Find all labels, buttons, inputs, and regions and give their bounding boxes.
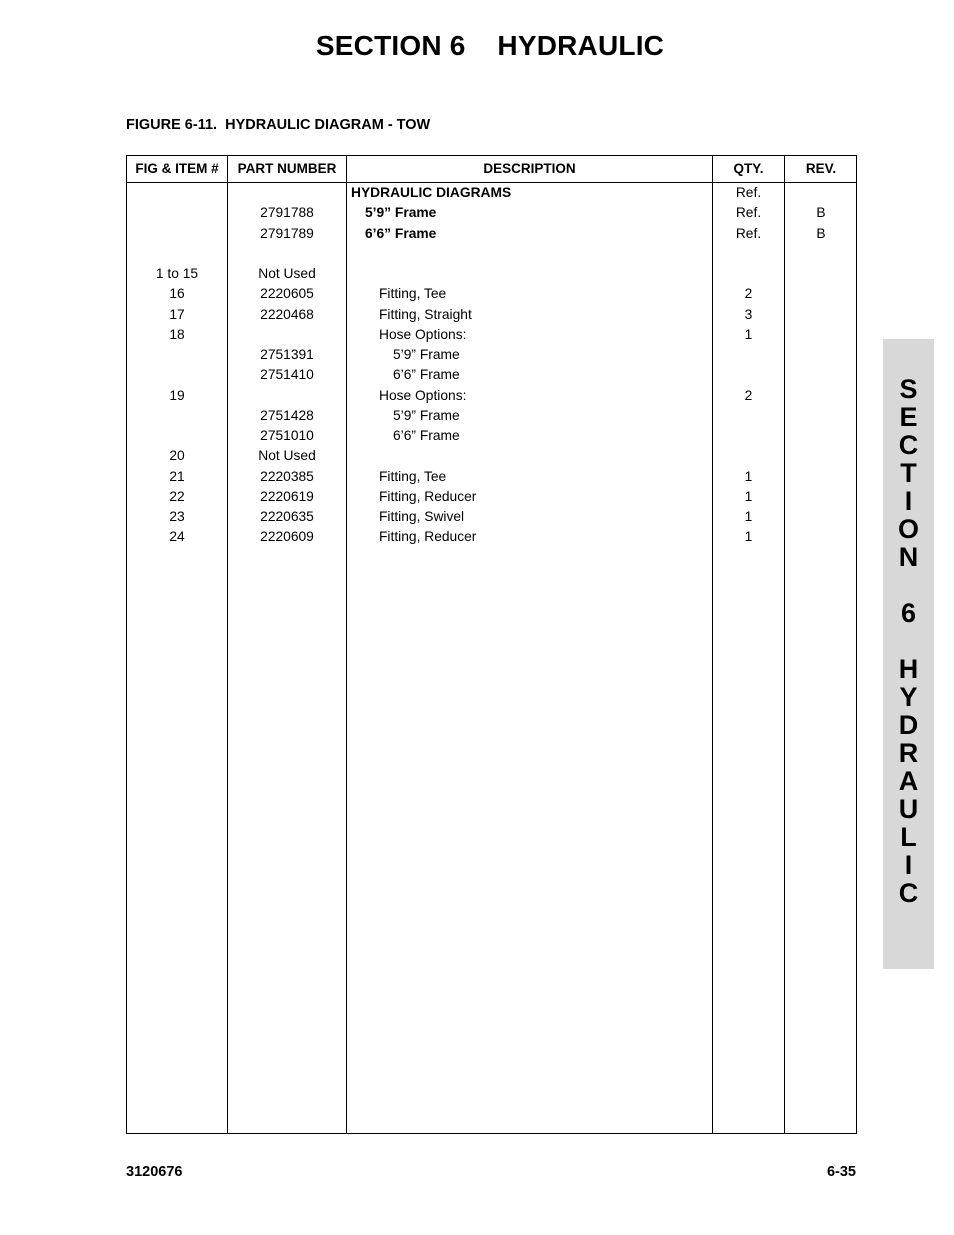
part-number-cell: 2751391 — [260, 347, 314, 362]
side-tab-letter — [883, 627, 934, 655]
part-number-cell: 2791789 — [260, 225, 314, 241]
part-number-cell: 2220619 — [260, 488, 314, 504]
qty-cell: 1 — [744, 509, 753, 524]
part-number-cell: 2220605 — [260, 286, 314, 302]
side-tab-letter: U — [898, 794, 919, 824]
table-row — [127, 365, 856, 385]
figure-title: FIGURE 6-11. HYDRAULIC DIAGRAM - TOW — [126, 117, 431, 133]
qty-cell: 2 — [744, 286, 753, 302]
part-number-cell: 2791788 — [260, 205, 314, 221]
description-cell: Fitting, Tee — [379, 468, 447, 484]
side-tab-letter — [883, 571, 934, 599]
table-row — [127, 406, 856, 426]
part-number-cell: 2751428 — [260, 407, 314, 423]
side-tab-letter: H — [898, 654, 919, 684]
part-number-cell: 2220609 — [260, 529, 314, 545]
description-cell: 5’9” Frame — [393, 347, 460, 362]
table-row — [127, 325, 856, 345]
part-number-cell: Not Used — [258, 448, 316, 464]
table-row — [127, 426, 856, 446]
table-row — [127, 345, 856, 365]
side-tab-letter: C — [898, 878, 919, 908]
fig-item-cell: 16 — [169, 286, 185, 302]
table-row — [127, 305, 856, 325]
table-row — [127, 386, 856, 406]
qty-cell: Ref. — [735, 225, 762, 241]
table-row — [127, 467, 856, 487]
table-row — [127, 527, 856, 547]
description-cell: Hose Options: — [379, 387, 467, 403]
side-tab-letter: N — [898, 542, 919, 572]
part-number-cell: 2220385 — [260, 468, 314, 484]
description-cell: Fitting, Reducer — [379, 529, 477, 545]
column-header-part-number: PART NUMBER — [237, 161, 337, 176]
qty-cell: 1 — [744, 468, 753, 484]
side-tab-letter: 6 — [900, 598, 917, 628]
fig-item-cell: 24 — [169, 529, 185, 545]
qty-cell: 1 — [744, 529, 753, 545]
side-tab-letter: T — [900, 458, 917, 488]
description-cell: Hose Options: — [379, 326, 467, 342]
fig-item-cell: 19 — [169, 387, 185, 403]
fig-item-cell: 1 to 15 — [155, 266, 199, 281]
side-tab-letter: S — [899, 374, 918, 404]
description-cell: 6’6” Frame — [393, 367, 460, 383]
part-number-cell: 2220468 — [260, 306, 314, 322]
table-row — [127, 203, 856, 223]
column-header-rev: REV. — [805, 161, 837, 176]
fig-item-cell: 23 — [169, 509, 185, 524]
table-row — [127, 507, 856, 527]
table-row — [127, 244, 856, 264]
table-body — [127, 183, 856, 548]
footer-doc-number: 3120676 — [126, 1164, 183, 1180]
qty-cell: 2 — [744, 387, 753, 403]
part-number-cell: 2220635 — [260, 509, 314, 524]
fig-item-cell: 22 — [169, 488, 185, 504]
description-cell: 6’6” Frame — [393, 428, 460, 443]
description-cell: Fitting, Swivel — [379, 509, 465, 524]
table-row — [127, 224, 856, 244]
side-tab-letter: E — [899, 402, 918, 432]
column-header-fig-item: FIG & ITEM # — [135, 161, 219, 176]
description-cell: Fitting, Reducer — [379, 488, 477, 504]
rev-cell: B — [816, 225, 826, 241]
parts-table — [126, 155, 857, 1134]
side-tab-letter: A — [898, 766, 919, 796]
table-row — [127, 487, 856, 507]
section-side-tab — [883, 339, 934, 969]
rev-cell: B — [816, 205, 826, 221]
side-tab-letter: O — [897, 514, 919, 544]
qty-cell: Ref. — [735, 205, 762, 221]
part-number-cell: 2751010 — [260, 428, 314, 443]
description-cell: 6’6” Frame — [365, 225, 437, 241]
table-row — [127, 446, 856, 466]
fig-item-cell: 21 — [169, 468, 185, 484]
description-cell: HYDRAULIC DIAGRAMS — [351, 185, 512, 200]
qty-cell: Ref. — [735, 185, 762, 200]
side-tab-letter: D — [898, 710, 919, 740]
description-cell: Fitting, Straight — [379, 306, 472, 322]
side-tab-letter: I — [904, 486, 913, 516]
qty-cell: 3 — [744, 306, 753, 322]
table-row — [127, 183, 856, 203]
fig-item-cell: 17 — [169, 306, 185, 322]
side-tab-letter: L — [900, 822, 917, 852]
part-number-cell: Not Used — [258, 266, 316, 281]
qty-cell: 1 — [744, 488, 753, 504]
side-tab-letter: I — [904, 850, 913, 880]
table-row — [127, 264, 856, 284]
fig-item-cell: 18 — [169, 326, 185, 342]
footer-page-number: 6-35 — [826, 1164, 856, 1180]
fig-item-cell: 20 — [169, 448, 185, 464]
description-cell: Fitting, Tee — [379, 286, 447, 302]
side-tab-letter: C — [898, 430, 919, 460]
section-title: SECTION 6 HYDRAULIC — [315, 30, 665, 61]
side-tab-letter: R — [898, 738, 919, 768]
description-cell: 5’9” Frame — [393, 407, 460, 423]
description-cell: 5’9” Frame — [365, 205, 437, 221]
side-tab-letter: Y — [899, 682, 918, 712]
qty-cell: 1 — [744, 326, 753, 342]
column-header-qty: QTY. — [733, 161, 764, 176]
side-tab-letters — [883, 375, 934, 907]
table-row — [127, 284, 856, 304]
part-number-cell: 2751410 — [260, 367, 314, 383]
column-header-description: DESCRIPTION — [483, 161, 576, 176]
